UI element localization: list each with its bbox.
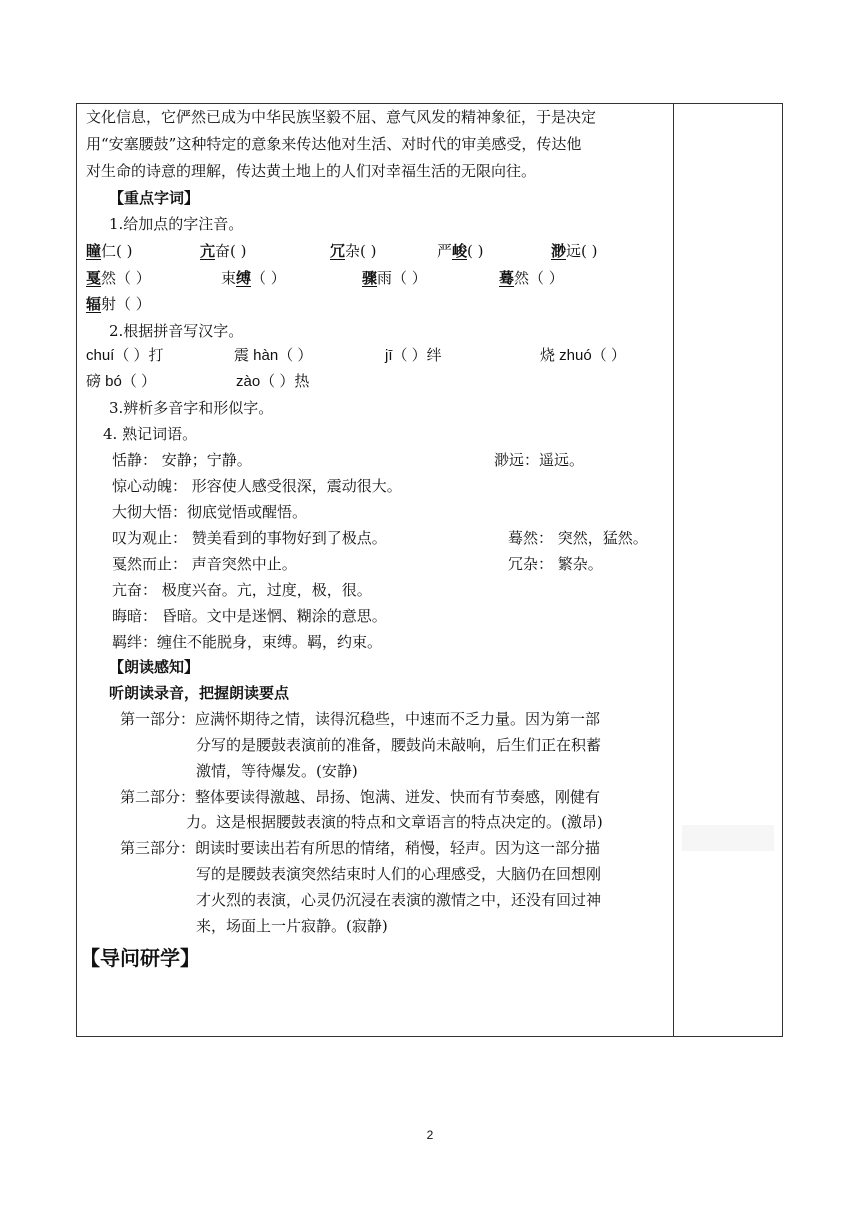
- vocab-entry: 晦暗： 昏暗。文中是迷惘、糊涂的意思。: [112, 607, 387, 625]
- reading-part-line: 第三部分：朗读时要读出若有所思的情绪，稍慢，轻声。因为这一部分描: [120, 839, 601, 857]
- reading-heading: 【朗读感知】: [109, 658, 200, 676]
- hanzi-item: 烧 zhuó（ ）: [540, 347, 626, 364]
- pinyin-item: 瞳仁( ): [86, 242, 133, 260]
- hanzi-item: 磅 bó（ ）: [86, 373, 157, 390]
- pinyin-item: 严峻( ): [437, 242, 484, 260]
- pinyin-item: 蓦然（ ）: [499, 269, 564, 287]
- task1-title: 1.给加点的字注音。: [109, 215, 244, 233]
- vocab-entry: 戛然而止： 声音突然中止。: [112, 555, 297, 573]
- reading-part-line: 第二部分：整体要读得激越、昂扬、饱满、迸发、快而有节奏感，刚健有: [120, 788, 601, 806]
- reading-part-line: 才火烈的表演，心灵仍沉浸在表演的激情之中，还没有回过神: [196, 891, 602, 909]
- column-divider: [673, 104, 674, 1036]
- hanzi-item: 震 hàn（ ）: [234, 347, 313, 364]
- pinyin-item: 辐射（ ）: [86, 295, 151, 313]
- hanzi-item: zào（ ）热: [236, 373, 310, 390]
- reading-subheading: 听朗读录音，把握朗读要点: [109, 684, 290, 702]
- pinyin-item: 束缚（ ）: [221, 269, 286, 287]
- task3-title: 3.辨析多音字和形似字。: [109, 399, 274, 417]
- pinyin-item: 骤雨（ ）: [362, 269, 427, 287]
- hanzi-item: chuí（ ）打: [86, 347, 164, 364]
- reading-part-line: 力。这是根据腰鼓表演的特点和文章语言的特点决定的。(激昂): [186, 813, 603, 831]
- reading-part-line: 分写的是腰鼓表演前的准备，腰鼓尚未敲响，后生们正在积蓄: [196, 736, 602, 754]
- vocab-entry: 亢奋： 极度兴奋。亢，过度，极，很。: [112, 581, 372, 599]
- vocab-entry: 叹为观止： 赞美看到的事物好到了极点。: [112, 529, 387, 547]
- task4-title: 4. 熟记词语。: [103, 425, 198, 443]
- hanzi-item: jī（ ）绊: [385, 347, 442, 364]
- pinyin-item: 冗杂( ): [330, 242, 377, 260]
- task2-title: 2.根据拼音写汉字。: [109, 322, 244, 340]
- intro-line: 对生命的诗意的理解，传达黄土地上的人们对幸福生活的无限向往。: [86, 162, 537, 180]
- pinyin-item: 渺远( ): [551, 242, 598, 260]
- vocab-entry: 渺远：遥远。: [494, 451, 585, 469]
- reading-part-line: 第一部分：应满怀期待之情，读得沉稳些，中速而不乏力量。因为第一部: [120, 710, 601, 728]
- blank-cell-patch: [682, 825, 774, 851]
- vocab-entry: 蓦然： 突然，猛然。: [508, 529, 648, 547]
- inquiry-heading: 【导问研学】: [80, 948, 200, 970]
- pinyin-item: 戛然（ ）: [86, 269, 151, 287]
- vocab-entry: 惊心动魄： 形容使人感受很深，震动很大。: [112, 477, 402, 495]
- intro-line: 用“安塞腰鼓”这种特定的意象来传达他对生活、对时代的审美感受，传达他: [86, 135, 582, 153]
- vocab-entry: 冗杂： 繁杂。: [508, 555, 603, 573]
- vocab-entry: 大彻大悟：彻底觉悟或醒悟。: [112, 503, 308, 521]
- pinyin-item: 亢奋( ): [200, 242, 247, 260]
- page-number: 2: [426, 1128, 434, 1142]
- vocab-entry: 羁绊：缠住不能脱身，束缚。羁，约束。: [112, 633, 383, 651]
- reading-part-line: 激情，等待爆发。(安静): [196, 762, 358, 780]
- reading-part-line: 写的是腰鼓表演突然结束时人们的心理感受，大脑仍在回想刚: [196, 865, 602, 883]
- key-words-heading: 【重点字词】: [109, 189, 200, 207]
- vocab-entry: 恬静： 安静；宁静。: [112, 451, 252, 469]
- reading-part-line: 来，场面上一片寂静。(寂静): [196, 917, 388, 935]
- intro-line: 文化信息，它俨然已成为中华民族坚毅不屈、意气风发的精神象征，于是决定: [86, 108, 597, 126]
